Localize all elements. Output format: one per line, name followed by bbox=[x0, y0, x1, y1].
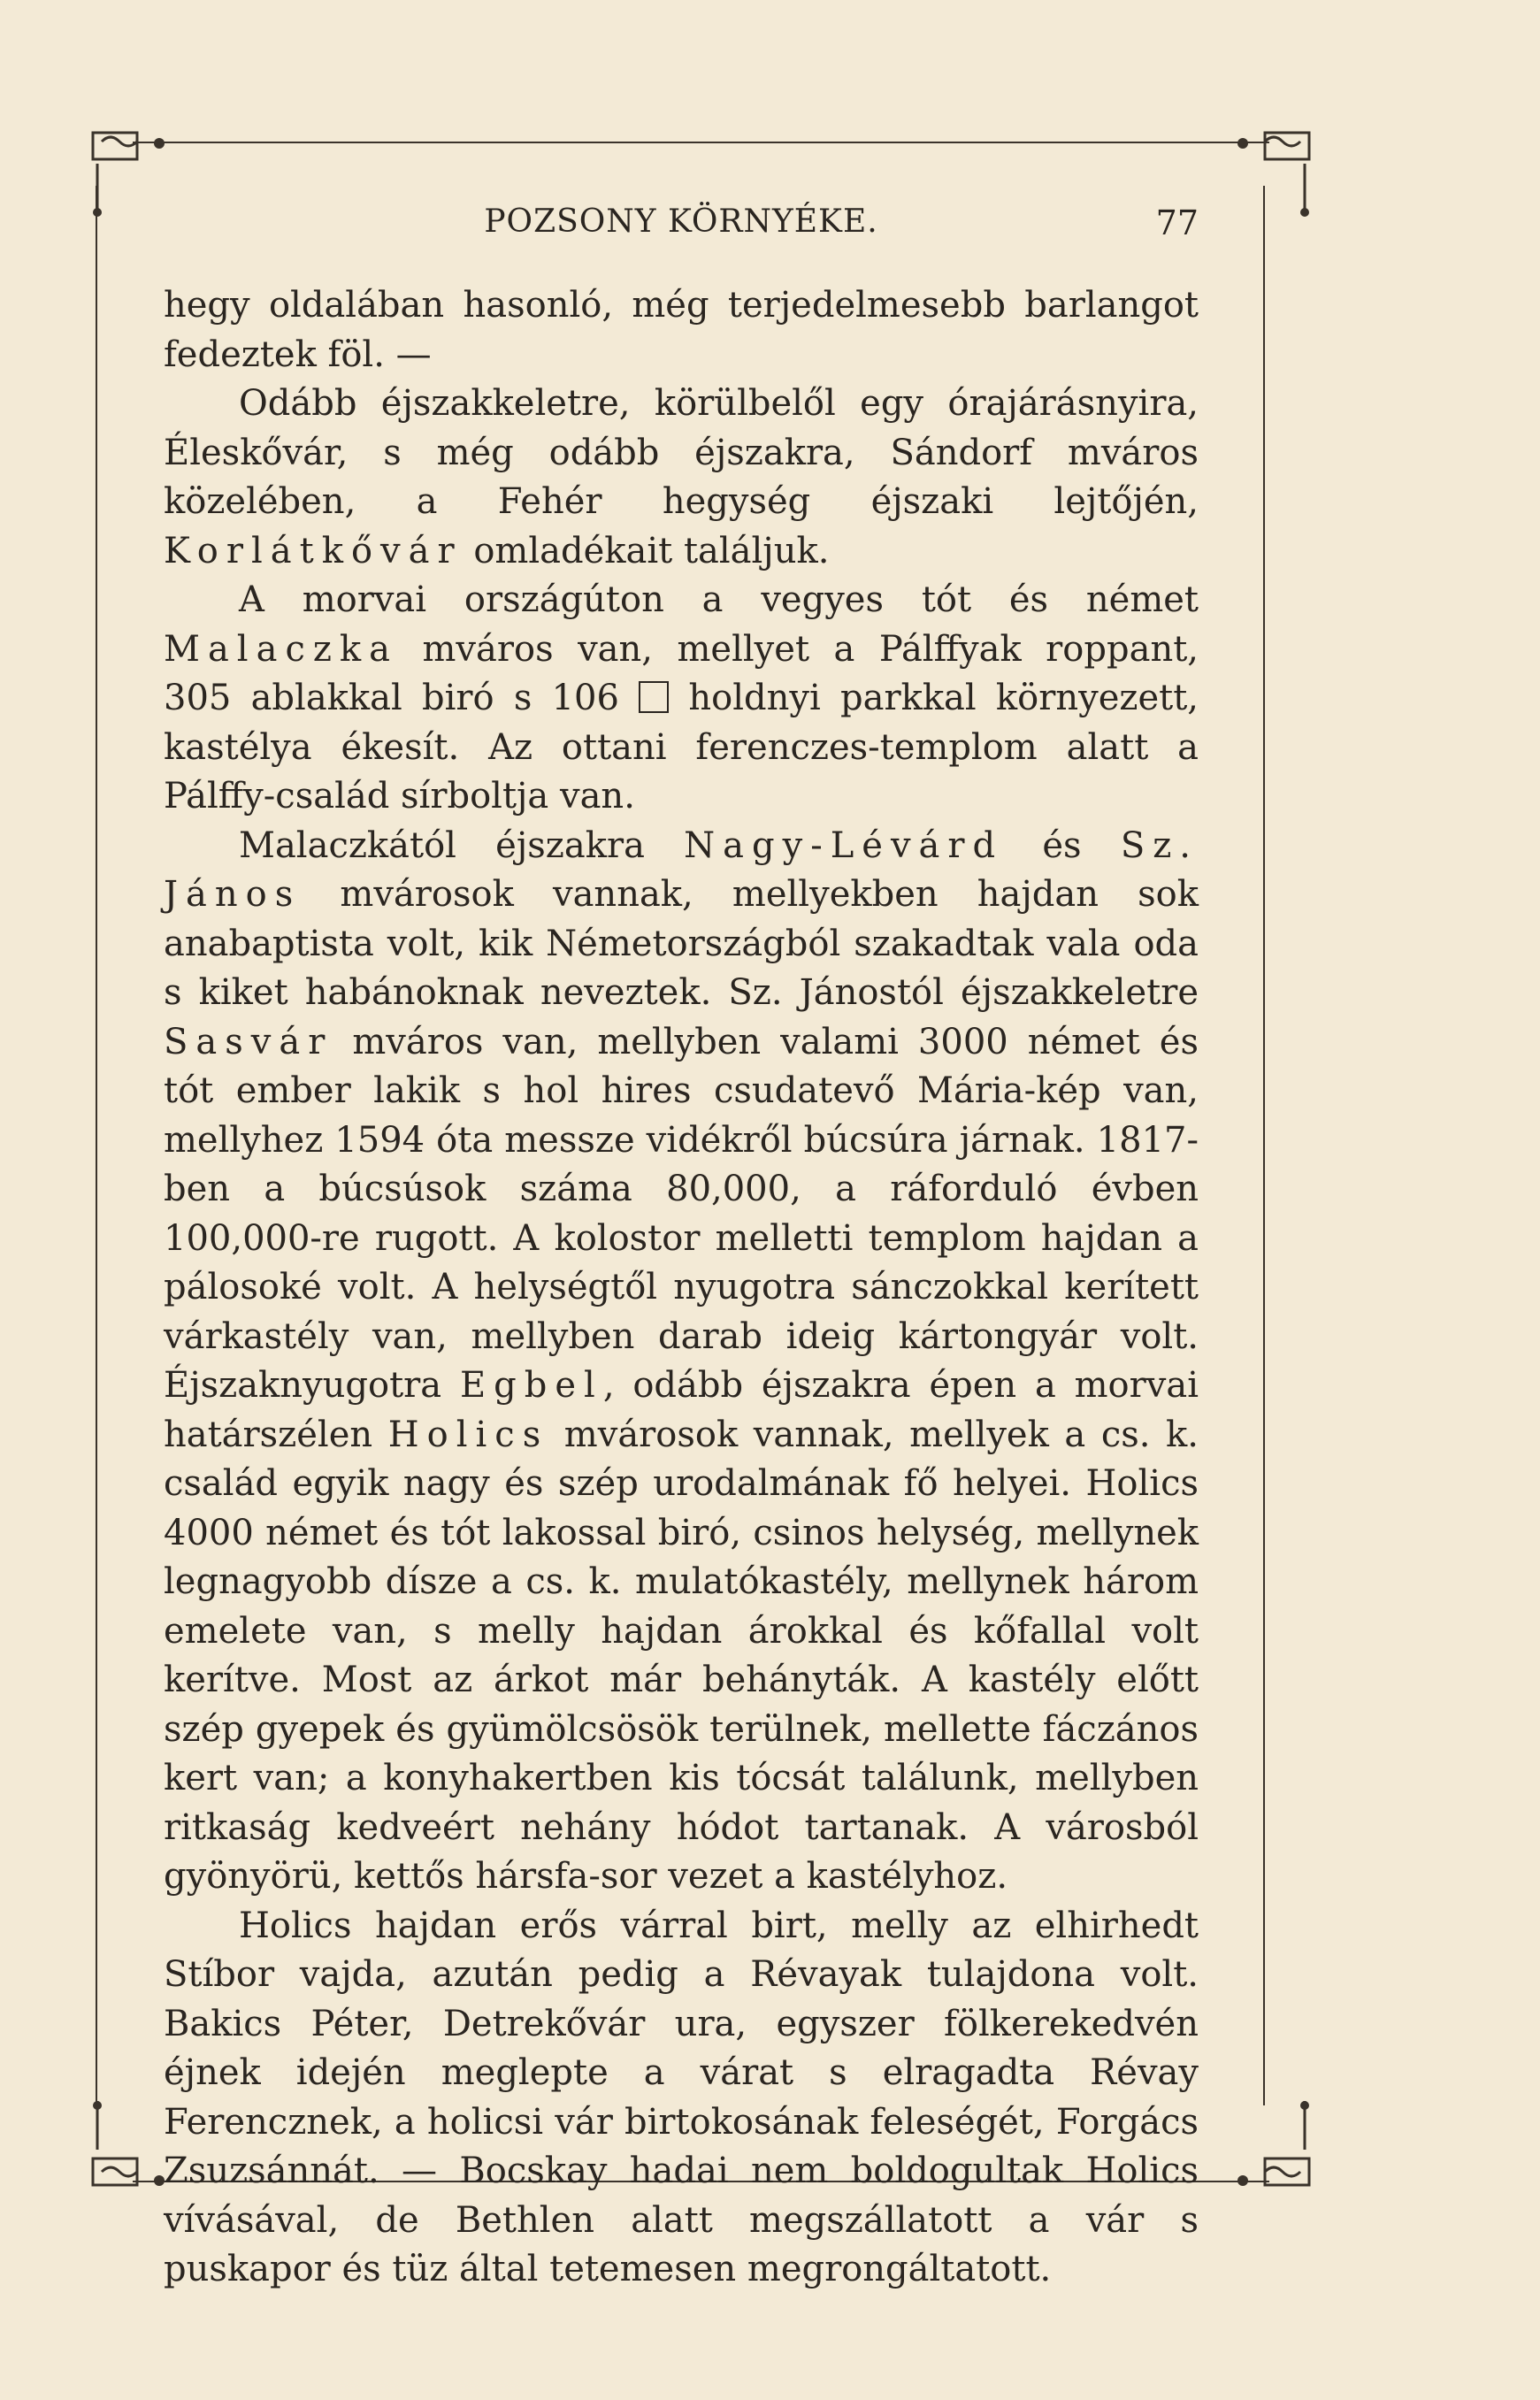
frame-top-rule bbox=[133, 142, 1269, 143]
text-run: mvárosok vannak, mellyekben hajdan sok anabaptista volt, kik Németországból szakadtak vala oda s kiket habánoknak neveztek. Sz. Jánostól éjszakkeletre bbox=[164, 874, 1199, 1013]
page-header bbox=[164, 203, 1199, 257]
paragraph-4 bbox=[164, 822, 1199, 1902]
running-title: POZSONY KÖRNYÉKE. bbox=[484, 203, 878, 240]
text-run: omladékait találjuk. bbox=[473, 530, 830, 571]
text-run: Odább éjszakkeletre, körülbelől egy órajárásnyira, Éleskővár, s még odább éjszakra, Sándorf mváros közelében, a Fehér hegység éjszaki lejtőjén, bbox=[164, 383, 1199, 522]
text-run: mvárosok vannak, mellyek a cs. k. család egyik nagy és szép urodalmának fő helyei. Holics 4000 német és tót lakossal biró, csinos helység, mellynek legnagyobb dísze a cs. k. mulatókastély, mellynek három emelete van, s melly hajdan árokkal és kőfallal volt kerítve. Most az árkot már behányták. A kastély előtt szép gyepek és gyümölcsösök terülnek, mellette fáczános kert van; a konyhakertben kis tócsát találunk, mellyben ritkaság kedveért nehány hódot tartanak. A városból gyönyörü, kettős hársfa-sor vezet a kastélyhoz. bbox=[164, 1414, 1199, 1897]
text-run: Malaczkától éjszakra bbox=[239, 824, 645, 866]
place-name: Sasvár bbox=[164, 1021, 333, 1062]
paragraph-3 bbox=[164, 576, 1199, 822]
body-text bbox=[164, 281, 1199, 2295]
text-run: , odább éjszakra épen a morvai határszélen bbox=[164, 1365, 1199, 1455]
paragraph-5: Holics hajdan erős várral birt, melly az elhirhedt Stíbor vajda, azután pedig a Révayak tulajdona volt. Bakics Péter, Detrekővár ura, egyszer fölkerekedvén éjnek idején meglepte a várat s elragadta Révay Ferencznek, a holicsi vár birtokosának feleségét, Forgács Zsuzsánnát. — Bocskay hadai nem boldogultak Holics vívásával, de Bethlen alatt megszállatott a vár s puskapor és tüz által tetemesen megrongáltatott. bbox=[164, 1905, 1199, 2289]
frame-right-rule bbox=[1263, 186, 1265, 2105]
text-run: mváros van, mellyet a Pálffyak roppant, 305 ablakkal biró s 106 bbox=[164, 628, 1199, 718]
frame-left-rule bbox=[96, 186, 97, 2105]
square-symbol-icon bbox=[639, 681, 669, 713]
place-name: Egbel bbox=[459, 1365, 603, 1406]
text-run: és bbox=[1042, 824, 1082, 866]
text-run: A morvai országúton a vegyes tót és német bbox=[239, 579, 1199, 620]
paragraph-2 bbox=[164, 380, 1199, 576]
place-name: Nagy-Lévárd bbox=[684, 824, 1004, 866]
paragraph-1: hegy oldalában hasonló, még terjedelmesebb barlangot fedeztek föl. — bbox=[164, 285, 1199, 375]
corner-ornament-bottom-right bbox=[1221, 2097, 1318, 2194]
page-number: 77 bbox=[1155, 203, 1199, 242]
place-name: Malaczka bbox=[164, 628, 399, 670]
place-name: Sz. János bbox=[164, 824, 1199, 915]
corner-ornament-top-right bbox=[1221, 124, 1318, 221]
text-run: holdnyi parkkal környezett, kastélya ékesít. Az ottani ferenczes-templom alatt a Pálffy-család sírboltja van. bbox=[164, 678, 1199, 817]
text-run: mváros van, mellyben valami 3000 német és tót ember lakik s hol hires csudatevő Mária-kép van, mellyhez 1594 óta messze vidékről búcsúra járnak. 1817-ben a búcsúsok száma 80,000, a ráforduló évben 100,000-re rugott. A kolostor melletti templom hajdan a pálosoké volt. A helységtől nyugotra sánczokkal kerített várkastély van, mellyben darab ideig kártongyár volt. Éjszaknyugotra bbox=[164, 1021, 1199, 1406]
place-name: Korlátkővár bbox=[164, 530, 463, 571]
place-name: Holics bbox=[387, 1414, 549, 1455]
